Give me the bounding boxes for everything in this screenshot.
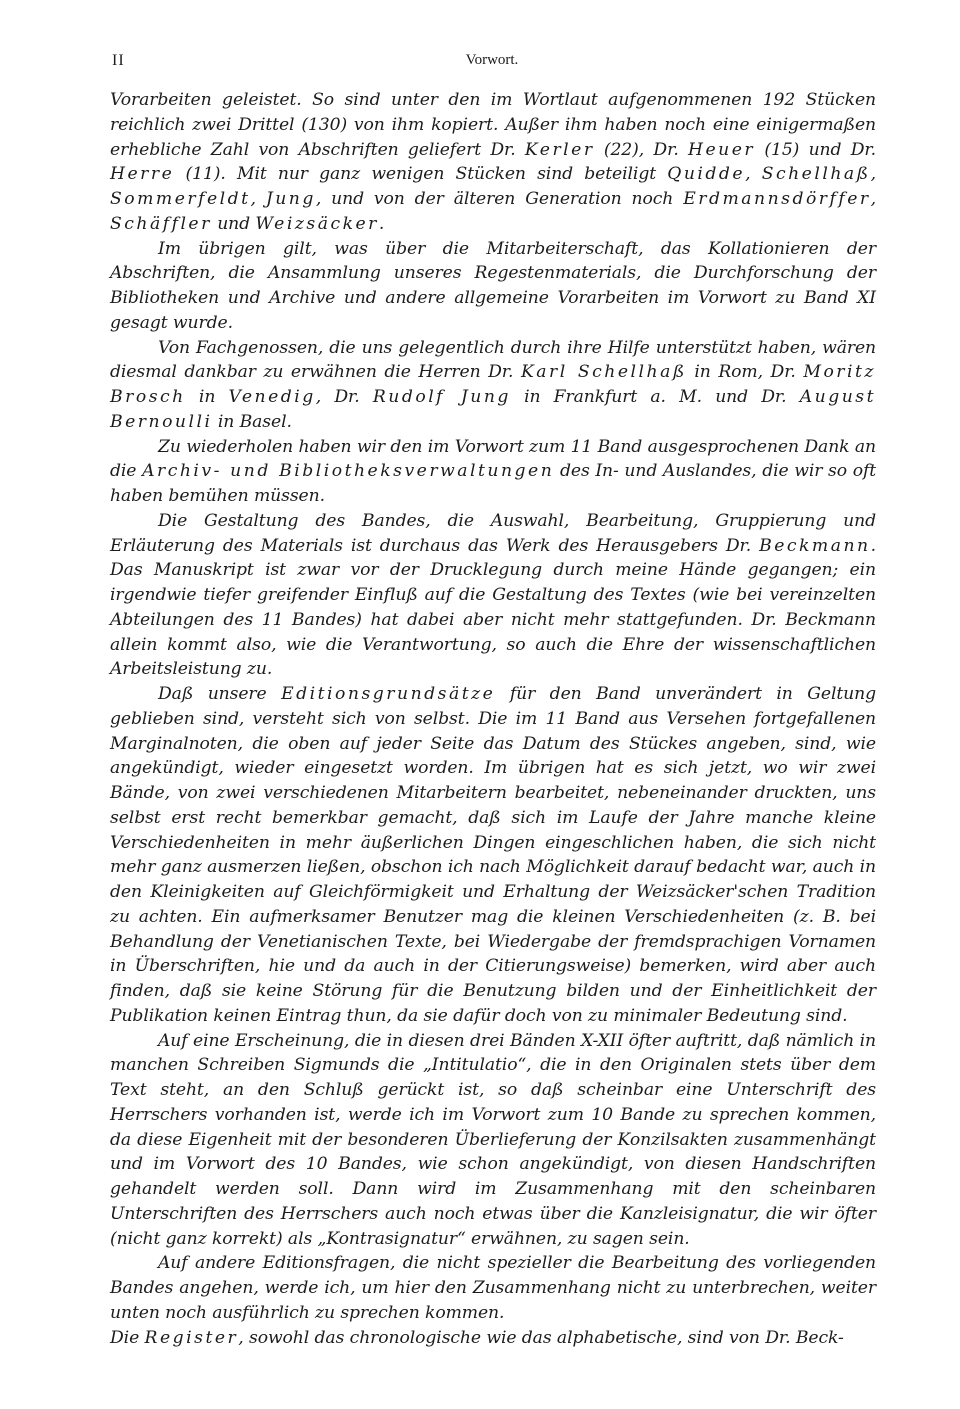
text-run: ,	[870, 164, 876, 185]
text-run: in Rom, Dr.	[686, 362, 804, 383]
text-run: des In- und Auslandes, die wir so oft haben bemühen müssen.	[110, 461, 877, 506]
paragraph	[110, 336, 876, 435]
page-number: II	[112, 52, 125, 69]
spaced-name: Schellhaß	[761, 164, 871, 185]
text-run: Zu wiederholen haben wir den im Vorwort zum 11 Band ausgesprochenen Dank an die	[110, 436, 876, 482]
spaced-name: Kerler	[524, 139, 595, 160]
text-run: (22), Dr.	[594, 139, 688, 160]
paragraph	[110, 1326, 876, 1351]
paragraph	[110, 435, 876, 509]
paragraph	[110, 1029, 876, 1252]
text-run: in	[185, 387, 229, 407]
text-run: Im übrigen gilt, was über die Mitarbeiterschaft, das Kollationieren der Abschriften, die Ansammlung unseres Regestenmaterials, die Durchforschung der Bibliotheken und Archive und andere allgemeine Vorarbeiten im Vorwort zu Band XI gesagt wurde.	[110, 238, 876, 333]
paragraph	[110, 682, 876, 1029]
paragraph	[110, 509, 876, 682]
text-run: , Dr.	[315, 387, 373, 407]
text-run: Die Gestaltung des Bandes, die Auswahl, Bearbeitung, Gruppierung und Erläuterung des Materials ist durchaus das Werk des Herausgebers Dr.	[110, 510, 876, 556]
spaced-name: Archiv- und Bibliotheksverwaltungen	[142, 461, 555, 482]
spaced-name: Jung	[265, 189, 316, 209]
text-run: Vorarbeiten geleistet. So sind unter den im Wortlaut aufgenommenen 192 Stücken reichlich zwei Drittel (130) von ihm kopiert. Außer ihm haben noch eine einigermaßen erhebliche Zahl von Abschriften geliefert Dr.	[110, 90, 876, 160]
text-run: ,	[870, 189, 877, 209]
text-run: ,	[250, 189, 266, 209]
spaced-name: Rudolf Jung	[372, 387, 511, 407]
text-run: Auf andere Editionsfragen, die nicht spezieller die Bearbeitung des vorliegenden Bandes angehen, werde ich, um hier den Zusammenhang nicht zu unterbrechen, weiter unten noch ausführlich zu sprechen kommen.	[110, 1253, 876, 1323]
text-run: Auf eine Erscheinung, die in diesen drei Bänden X-XII öfter auftritt, daß nämlich in manchen Schreiben Sigmunds die „Intitulatio“, die in den Originalen stets über dem Text steht, an den Schluß gerückt ist, so daß scheinbar eine Unterschrift des Herrschers vorhanden ist, werde ich im Vorwort zum 10 Bande zu sprechen kommen, da diese Eigenheit mit der besonderen Überlieferung der Konzilsakten zusammenhängt und im Vorwort des 10 Bandes, wie schon angekündigt, von diesen Handschriften gehandelt werden soll. Dann wird im Zusammenhang mit den scheinbaren Unterschriften des Herrschers auch noch etwas über die Kanzleisignatur, die wir öfter (nicht ganz korrekt) als „Kontrasignatur“ erwähnen, zu sagen sein.	[110, 1030, 876, 1249]
page-header	[112, 52, 872, 76]
text-run: (15) und Dr.	[755, 139, 877, 160]
text-run: Die	[110, 1327, 145, 1348]
text-run: , und von der älteren Generation noch	[315, 189, 684, 209]
spaced-name: Schäffler	[110, 213, 212, 234]
spaced-name: August Bernoulli	[110, 387, 877, 432]
spaced-name: Beckmann	[759, 535, 871, 556]
spaced-name: Register	[144, 1327, 239, 1348]
paragraph	[110, 88, 876, 237]
text-run: . Das Manuskript ist zwar vor der Drucklegung durch meine Hände gegangen; ein irgendwie tiefer greifender Einfluß auf die Gestaltung des Textes (wie bei vereinzelten Abteilungen des 11 Bandes) hat dabei aber nicht mehr stattgefunden. Dr. Beckmann allein kommt also, wie die Verantwortung, so auch die Ehre der wissenschaftlichen Arbeitsleistung zu.	[110, 535, 876, 680]
spaced-name: Erdmannsdörffer	[683, 189, 871, 209]
spaced-name: Weizsäcker	[255, 213, 379, 234]
spaced-name: Sommerfeldt	[110, 189, 251, 209]
text-run: in Frankfurt a. M. und Dr.	[510, 387, 800, 407]
spaced-name: Venedig	[228, 387, 316, 407]
text-run: für den Band unverändert in Geltung geblieben sind, versteht sich von selbst. Die im 11 Band aus Versehen fortgefallenen Marginalnoten, die oben auf jeder Seite das Datum des Stückes angeben, sind, wie angekündigt, wieder eingesetzt worden. Im übrigen hat es sich jetzt, wo wir zwei Bände, von zwei verschiedenen Mitarbeitern bearbeitet, nebeneinander druckten, uns selbst erst recht bemerkbar gemacht, daß sich im Laufe der Jahre manche kleine Verschiedenheiten in mehr äußerlichen Dingen eingeschlichen haben, die sich nicht mehr ganz ausmerzen ließen, obschon ich nach Möglichkeit darauf bedacht war, auch in den Kleinigkeiten auf Gleichförmigkeit und Erhaltung der Weizsäcker'schen Tradition zu achten. Ein aufmerksamer Benutzer mag die kleinen Verschiedenheiten (z. B. bei Behandlung der Venetianischen Texte, bei Wiedergabe der fremdsprachigen Vornamen in Überschriften, hie und da auch in der Citierungsweise) bemerken, wird aber auch finden, daß sie keine Störung für die Benutzung bilden und der Einheitlichkeit der Publikation keinen Eintrag thun, da sie dafür doch von zu minimaler Bedeutung sind.	[110, 684, 876, 1026]
spaced-name: Karl Schellhaß	[520, 362, 687, 383]
text-run: ,	[745, 164, 762, 185]
spaced-name: Moritz Brosch	[110, 362, 876, 407]
text-run: Von Fachgenossen, die uns gelegentlich durch ihre Hilfe unterstützt haben, wären diesmal dankbar zu erwähnen die Herren Dr.	[110, 337, 876, 383]
paragraph	[110, 1251, 876, 1325]
text-run: Daß unsere	[158, 684, 282, 704]
spaced-name: Editionsgrundsätze	[281, 684, 496, 704]
text-run: in Basel.	[212, 411, 292, 432]
paragraph	[110, 237, 876, 336]
text-run: , sowohl das chronologische wie das alphabetische, sind von Dr. Beck-	[238, 1327, 844, 1348]
text-run: (11). Mit nur ganz wenigen Stücken sind beteiligt	[174, 164, 668, 185]
running-title: Vorwort.	[465, 52, 519, 68]
spaced-name: Herre	[110, 164, 175, 185]
text-run: und	[211, 213, 256, 234]
text-run: .	[378, 213, 385, 234]
spaced-name: Heuer	[687, 139, 756, 160]
preface-body-text	[110, 88, 876, 1350]
spaced-name: Quidde	[667, 164, 746, 185]
